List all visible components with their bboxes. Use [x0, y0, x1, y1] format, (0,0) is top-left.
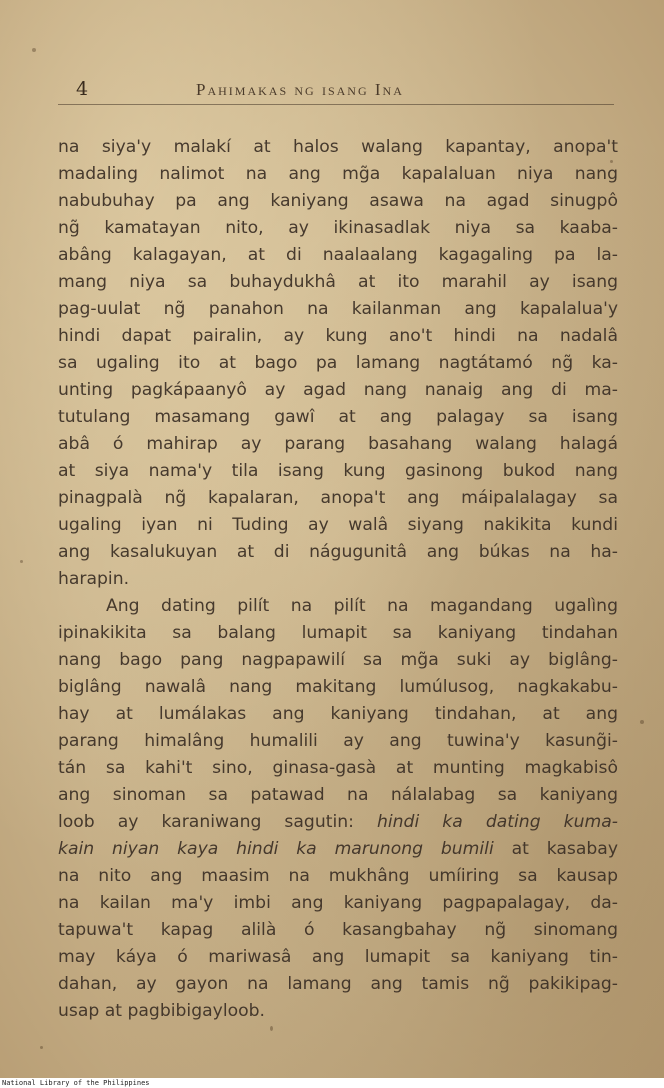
- text-line: biglâng nawalâ nang makitang lumúlusog, nagkakabu-: [58, 677, 618, 697]
- text-line: tapuwa't kapag alilà ó kasangbahay ng̃ sinomang: [58, 920, 618, 940]
- footer-strip: [0, 1078, 664, 1088]
- text-line: nabubuhay pa ang kaniyang asawa na agad sinugpô: [58, 191, 618, 211]
- paper-speck: [32, 48, 36, 52]
- text-line: pinagpalà ng̃ kapalaran, anopa't ang máipalalagay sa: [58, 488, 618, 508]
- text-line: mang niya sa buhaydukhâ at ito marahil ay isang: [58, 272, 618, 292]
- text-line: abâ ó mahirap ay parang basahang walang halagá: [58, 434, 618, 454]
- text-line: may káya ó mariwasâ ang lumapit sa kaniyang tin-: [58, 947, 618, 967]
- body-text: [58, 134, 618, 1025]
- text-line: ang kasalukuyan at di nágugunitâ ang búkas na ha-: [58, 542, 618, 562]
- text-line: parang himalâng humalili ay ang tuwina'y kasung̃i-: [58, 731, 618, 751]
- paper-speck: [40, 1046, 43, 1049]
- text-line: tutulang masamang gawî at ang palagay sa isang: [58, 407, 618, 427]
- text-line: usap at pagbibigayloob.: [58, 1001, 266, 1021]
- running-title: Pahimakas ng isang Ina: [196, 80, 404, 99]
- text-line: sa ugaling ito at bago pa lamang nagtátamó ng̃ ka-: [58, 353, 618, 373]
- italic-quote: hindi ka dating kuma-: [377, 812, 618, 832]
- italic-quote: kain niyan kaya hindi ka marunong bumili: [58, 839, 494, 859]
- text-line: at siya nama'y tila isang kung gasinong bukod nang: [58, 461, 618, 481]
- page-number: 4: [76, 78, 89, 100]
- text-line: tán sa kahi't sino, ginasa-gasà at munting magkabisô: [58, 758, 618, 778]
- text-segment: at kasabay: [511, 839, 618, 859]
- text-line: dahan, ay gayon na lamang ang tamis ng̃ pakikipag-: [58, 974, 618, 994]
- library-credit: National Library of the Philippines: [2, 1079, 150, 1087]
- text-line: harapin.: [58, 569, 130, 589]
- paper-speck: [270, 1026, 273, 1031]
- text-line: pag-uulat ng̃ panahon na kailanman ang kapalalua'y: [58, 299, 618, 319]
- paper-speck: [20, 560, 23, 563]
- text-line-mixed: [58, 836, 618, 863]
- paper-speck: [640, 720, 644, 724]
- text-line: na nito ang maasim na mukhâng umíiring sa kausap: [58, 866, 618, 886]
- text-line: ugaling iyan ni Tuding ay walâ siyang nakikita kundi: [58, 515, 618, 535]
- text-line: na kailan ma'y imbi ang kaniyang pagpapalagay, da-: [58, 893, 618, 913]
- text-line: ang sinoman sa patawad na nálalabag sa kaniyang: [58, 785, 618, 805]
- text-line: ipinakikita sa balang lumapit sa kaniyang tindahan: [58, 623, 618, 643]
- text-line: abâng kalagayan, at di naalaalang kagagaling pa la-: [58, 245, 618, 265]
- text-line: hindi dapat pairalin, ay kung ano't hindi na nadalâ: [58, 326, 618, 346]
- text-line: hay at lumálakas ang kaniyang tindahan, at ang: [58, 704, 618, 724]
- text-line: na siya'y malakí at halos walang kapantay, anopa't: [58, 137, 618, 157]
- paragraph-start-line: Ang dating pilít na pilít na magandang ugalìng: [106, 596, 618, 616]
- text-line: madaling nalimot na ang mg̃a kapalaluan niya nang: [58, 164, 618, 184]
- text-segment: loob ay karaniwang sagutin:: [58, 812, 354, 832]
- text-line-mixed: [58, 809, 618, 836]
- text-line: nang bago pang nagpapawilí sa mg̃a suki ay biglâng-: [58, 650, 618, 670]
- header-rule: [58, 104, 614, 105]
- text-line: ng̃ kamatayan nito, ay ikinasadlak niya sa kaaba-: [58, 218, 618, 238]
- page-header: [76, 78, 616, 102]
- text-line: unting pagkápaanyô ay agad nang nanaig ang di ma-: [58, 380, 618, 400]
